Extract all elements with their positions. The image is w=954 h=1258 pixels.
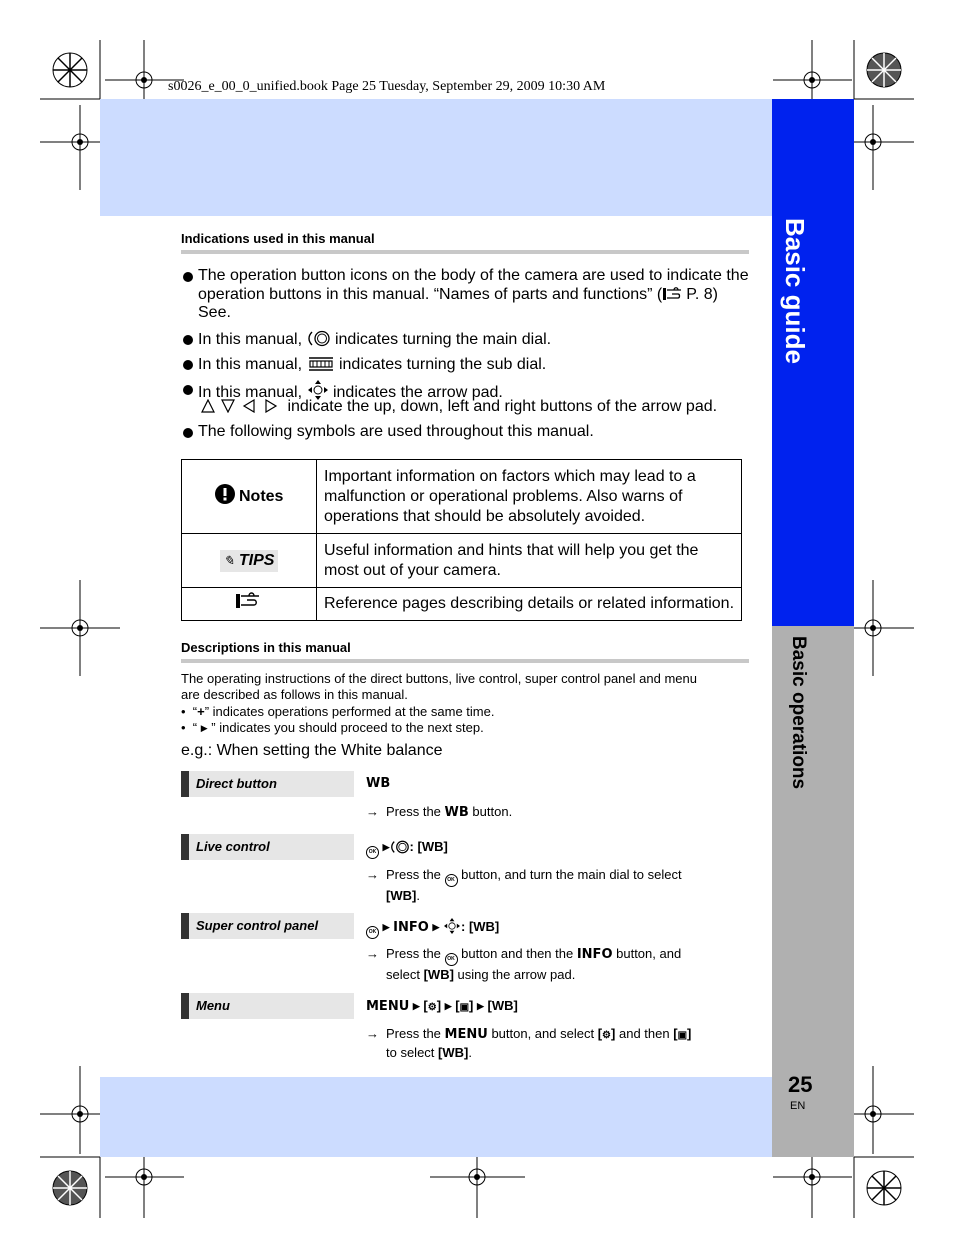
descriptions-paragraph: The operating instructions of the direct buttons, live control, super control panel and menu are described as follows in this manual.: [181, 671, 697, 702]
symbols-table: [181, 459, 742, 621]
ok-button-icon: OK: [366, 926, 379, 939]
bullet-icon: [183, 428, 193, 438]
next-step-arrow-icon: ▶: [476, 1001, 484, 1011]
live-control-command: OK ▶ : [WB]: [366, 839, 448, 859]
direct-command: WB: [366, 776, 391, 791]
arrow-pad-icon: [443, 918, 461, 937]
section-rule: [181, 250, 749, 254]
main-dial-icon: [307, 330, 331, 352]
main-dial-icon: [390, 840, 410, 857]
ok-button-icon: OK: [445, 953, 458, 966]
label-menu: Menu: [181, 993, 354, 1019]
print-header: s0026_e_00_0_unified.book Page 25 Tuesday, September 29, 2009 10:30 AM: [168, 79, 606, 94]
section-heading-indications: Indications used in this manual: [181, 231, 375, 246]
table-row: ✎ TIPS Useful information and hints that will help you get the most out of your camera.: [182, 534, 742, 588]
next-step-arrow-icon: ▶: [382, 922, 390, 932]
notes-icon: [215, 484, 235, 510]
page-number: 25: [788, 1072, 813, 1097]
label-live-control: Live control: [181, 834, 354, 860]
camera-menu-icon: ▣: [459, 1002, 470, 1013]
next-step-arrow-icon: ▶: [444, 1001, 452, 1011]
menu-command: MENU ▶ [⚙] ▶ [▣] ▶ [WB]: [366, 998, 518, 1014]
next-step-arrow-icon: ▶: [382, 842, 390, 852]
note-next-step: • “ ▶ ” indicates you should proceed to the next step.: [181, 720, 484, 735]
bottom-color-band: [100, 1077, 772, 1157]
ok-button-icon: OK: [366, 846, 379, 859]
up-down-left-right-icons: [201, 398, 283, 415]
reference-hand-icon: [235, 592, 263, 616]
top-color-band: [100, 99, 772, 216]
super-control-panel-command: OK ▶ INFO ▶ : [WB]: [366, 918, 499, 939]
section-rule: [181, 659, 749, 663]
bullet-icon: [183, 335, 193, 345]
section-heading-descriptions: Descriptions in this manual: [181, 640, 351, 655]
bullet-icon: [183, 272, 193, 282]
sub-dial-icon: [307, 355, 335, 377]
reference-hand-icon: [662, 286, 686, 307]
next-step-arrow-icon: ▶: [200, 723, 208, 733]
example-text: e.g.: When setting the White balance: [181, 742, 443, 759]
next-step-arrow-icon: ▶: [432, 922, 440, 932]
notes-label: Notes: [239, 487, 284, 505]
tips-note-icon: ✎: [223, 552, 235, 568]
language-code: EN: [790, 1100, 806, 1112]
tips-badge: ✎ TIPS: [220, 550, 279, 572]
label-super-control-panel: Super control panel: [181, 913, 354, 939]
bullet-icon: [183, 385, 193, 395]
bullet-icon: [183, 360, 193, 370]
label-direct-button: Direct button: [181, 771, 354, 797]
table-row: Reference pages describing details or related information.: [182, 588, 742, 621]
sidebar-section: Basic operations: [788, 636, 809, 790]
custom-menu-icon: ⚙: [602, 1030, 612, 1041]
table-row: Notes Important information on factors which may lead to a malfunction or operational problems. Also warns of operations that should be absolutely avoided.: [182, 460, 742, 534]
next-step-arrow-icon: ▶: [412, 1001, 420, 1011]
sidebar-gray-tab: [772, 626, 854, 1157]
note-plus: • “+” indicates operations performed at the same time.: [181, 704, 495, 719]
sidebar-title: Basic guide: [780, 218, 810, 364]
custom-menu-icon: ⚙: [427, 1002, 437, 1013]
ok-button-icon: OK: [445, 874, 458, 887]
camera-menu-icon: ▣: [677, 1030, 688, 1041]
